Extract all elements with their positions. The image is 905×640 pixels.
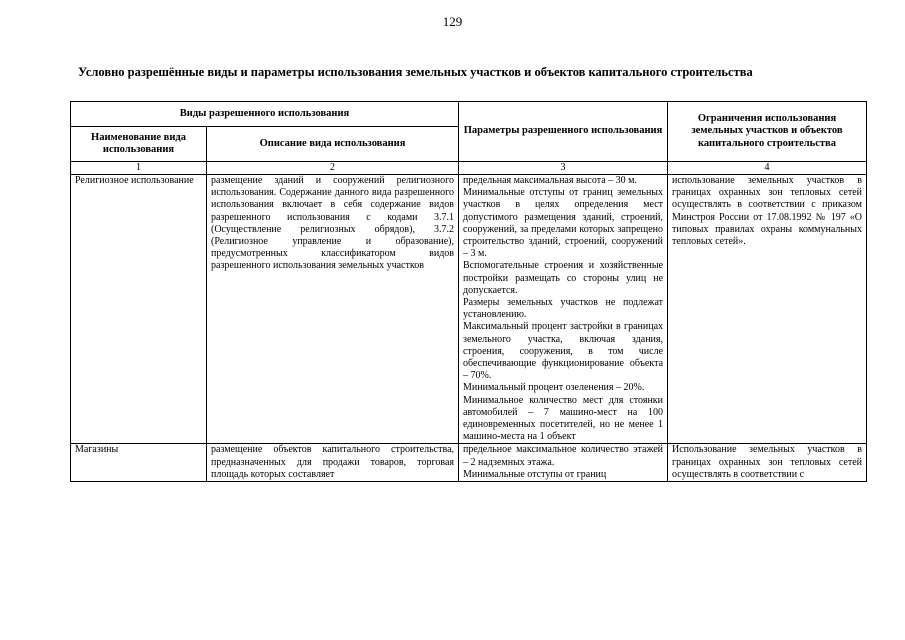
column-number: 3: [459, 162, 668, 175]
parameter-item: Максимальный процент застройки в границах земельного участка, включая здания, строения, сооружения, в том числе обеспечивающие функционирование объекта – 70%.: [463, 321, 664, 382]
use-description: размещение объектов капитального строительства, предназначенных для продажи товаров, торговая площадь которых составляет: [207, 444, 459, 482]
use-restrictions: использование земельных участков в границах охранных зон тепловых сетей осуществлять в соответствии с приказом Минстроя России от 17.08.1992 № 197 «О типовых правилах охраны коммунальных тепловых сетей».: [668, 175, 867, 444]
parameter-item: предельное максимальное количество этажей – 2 надземных этажа.: [463, 444, 664, 468]
column-number: 1: [71, 162, 207, 175]
column-number: 4: [668, 162, 867, 175]
parameter-item: Вспомогательные строения и хозяйственные постройки размещать со стороны улиц не допускается.: [463, 260, 664, 296]
use-parameters: [459, 175, 668, 444]
header-description: Описание вида использования: [207, 127, 459, 162]
parameter-item: предельная максимальная высота – 30 м.: [463, 175, 637, 186]
table-row: [71, 444, 867, 482]
use-name: Религиозное использование: [71, 175, 207, 444]
parameter-item: Минимальное количество мест для стоянки автомобилей – 7 машино-мест на 100 единовременных посетителей, но не менее 1 машино-места на 1 объект: [463, 394, 664, 443]
header-restrictions: Ограничения использования земельных участков и объектов капитального строительства: [668, 102, 867, 162]
header-name: Наименование вида использования: [71, 127, 207, 162]
parameter-item: Минимальные отступы от границ земельных участков в целях определения мест допустимого размещения зданий, строений, сооружений, за пределами которых запрещено строительство зданий, строений, сооружений – 3 м.: [463, 187, 664, 260]
use-restrictions: Использование земельных участков в границах охранных зон тепловых сетей осуществлять в соответствии с: [668, 444, 867, 482]
header-parameters: Параметры разрешенного использования: [459, 102, 668, 162]
land-use-table: [70, 101, 867, 482]
column-number-row: [71, 162, 867, 175]
use-description: размещение зданий и сооружений религиозного использования. Содержание данного вида разрешенного использования включает в себя содержание видов разрешенного использования с кодами 3.7.1 (Осуществление религиозных обрядов), 3.7.2 (Религиозное управление и образование), предусмотренных классификатором видов разрешенного использования земельных участков: [207, 175, 459, 444]
use-name: Магазины: [71, 444, 207, 482]
parameter-item: Размеры земельных участков не подлежат установлению.: [463, 297, 664, 321]
parameter-item: Минимальный процент озеленения – 20%.: [463, 382, 645, 394]
header-group-uses: Виды разрешенного использования: [71, 102, 459, 127]
page-number: 129: [442, 14, 463, 29]
document-title: Условно разрешённые виды и параметры использования земельных участков и объектов капитального строительства: [78, 65, 753, 79]
column-number: 2: [207, 162, 459, 175]
table-row: [71, 175, 867, 444]
use-parameters: [459, 444, 668, 482]
parameter-item: Минимальные отступы от границ: [463, 468, 607, 480]
